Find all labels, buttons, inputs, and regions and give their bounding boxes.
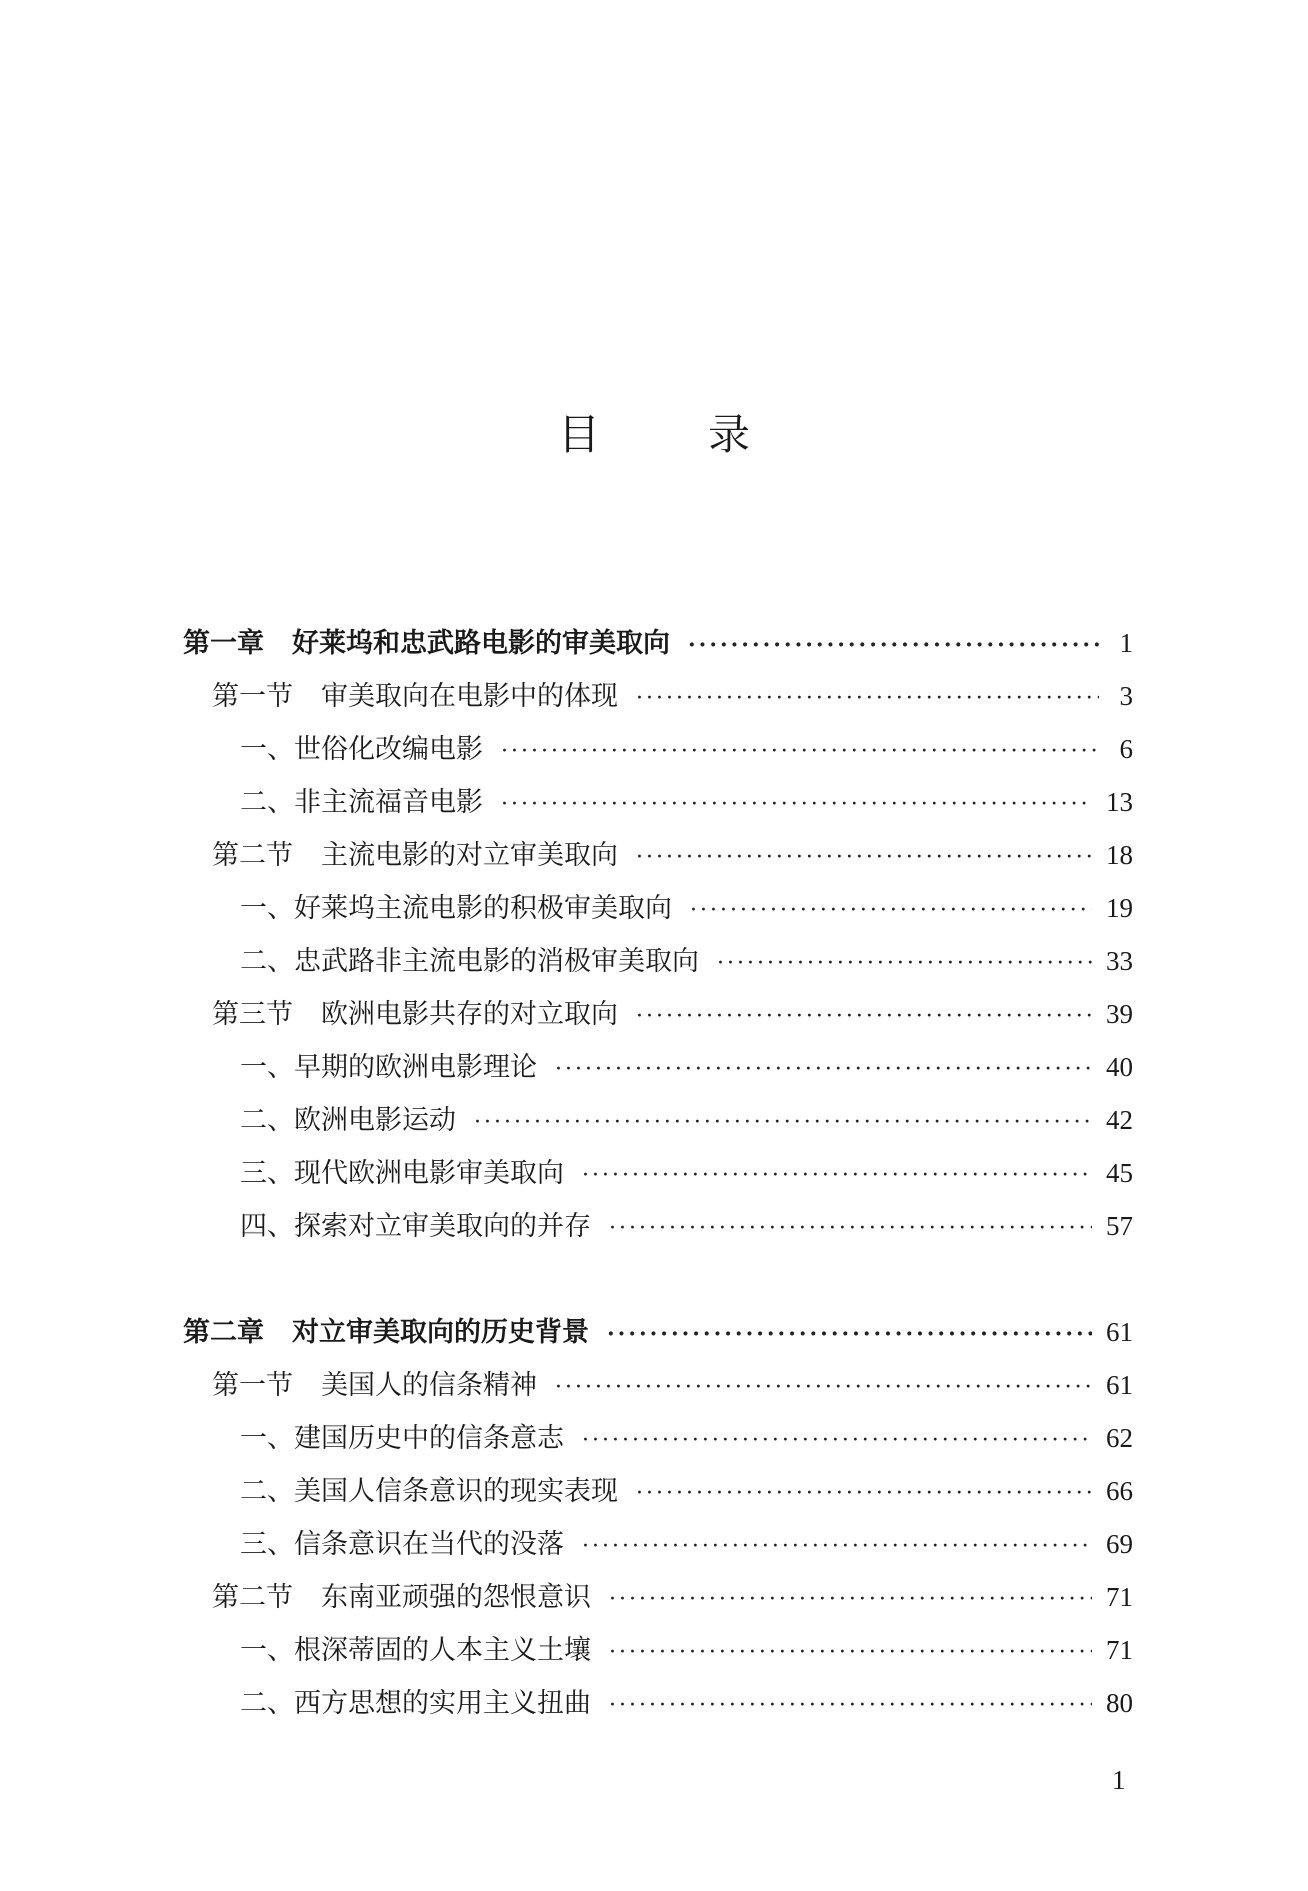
toc-entry-title: 忠武路非主流电影的消极审美取向: [294, 946, 699, 977]
toc-entry-item[interactable]: [183, 1147, 1133, 1200]
leader-dots: [609, 1202, 1092, 1255]
toc-entry-number: 第一节: [212, 1370, 293, 1401]
toc-entry-title: 欧洲电影共存的对立取向: [321, 999, 618, 1030]
leader-dots: [609, 1573, 1092, 1626]
leader-dots: [636, 831, 1092, 884]
toc-entry-number: 一、: [240, 1635, 294, 1666]
toc-entry-page: 71: [1106, 1582, 1133, 1612]
toc-entry-item[interactable]: [183, 935, 1133, 988]
toc-entry-page: 69: [1106, 1529, 1133, 1559]
toc-entry-title: 审美取向在电影中的体现: [321, 681, 618, 712]
toc-entry-item[interactable]: [183, 882, 1133, 935]
title-char-2: 录: [708, 410, 751, 459]
toc-entry-chapter[interactable]: [183, 617, 1133, 670]
toc-entry-number: 第二节: [212, 840, 293, 871]
toc-entry-page: 66: [1106, 1476, 1133, 1506]
toc-entry-number: 四、: [240, 1211, 294, 1242]
leader-dots: [609, 1679, 1092, 1732]
toc-entry-item[interactable]: [183, 1624, 1133, 1677]
leader-dots: [501, 778, 1092, 831]
toc-entry-page: 61: [1106, 1317, 1133, 1347]
toc-entry-item[interactable]: [183, 1094, 1133, 1147]
toc-entry-page: 42: [1106, 1105, 1133, 1135]
leader-dots: [690, 884, 1092, 937]
leader-dots: [582, 1414, 1092, 1467]
toc-entry-item[interactable]: [183, 1041, 1133, 1094]
toc-entry-section[interactable]: [183, 670, 1133, 723]
toc-entry-number: 二、: [240, 946, 294, 977]
toc-entry-title: 美国人的信条精神: [321, 1370, 537, 1401]
toc-entry-number: 二、: [240, 1688, 294, 1719]
toc-entry-title: 好莱坞主流电影的积极审美取向: [294, 893, 672, 924]
toc-entry-page: 18: [1106, 840, 1133, 870]
toc-entry-page: 62: [1106, 1423, 1133, 1453]
toc-entry-number: 一、: [240, 893, 294, 924]
toc-entry-number: 二、: [240, 1476, 294, 1507]
toc-entry-page: 6: [1119, 734, 1133, 764]
toc-entry-item[interactable]: [183, 1412, 1133, 1465]
toc-entry-page: 39: [1106, 999, 1133, 1029]
toc-entry-title: 主流电影的对立审美取向: [321, 840, 618, 871]
toc-entry-title: 世俗化改编电影: [294, 734, 483, 765]
page-number: 1: [1112, 1765, 1126, 1795]
toc-entry-number: 二、: [240, 1105, 294, 1136]
toc-entry-title: 欧洲电影运动: [294, 1105, 456, 1136]
leader-dots: [555, 1361, 1092, 1414]
toc-entry-title: 东南亚顽强的怨恨意识: [321, 1582, 591, 1613]
toc-entry-section[interactable]: [183, 988, 1133, 1041]
toc-entry-number: 三、: [240, 1158, 294, 1189]
toc-entry-number: 第一章: [183, 628, 264, 659]
toc-entry-title: 信条意识在当代的没落: [294, 1529, 564, 1560]
toc-entry-page: 3: [1119, 681, 1133, 711]
leader-dots: [717, 937, 1092, 990]
toc-entry-item[interactable]: [183, 1465, 1133, 1518]
leader-dots: [636, 672, 1099, 725]
toc-entry-title: 早期的欧洲电影理论: [294, 1052, 537, 1083]
leader-dots: [607, 1308, 1092, 1361]
toc-entry-page: 45: [1106, 1158, 1133, 1188]
toc-entry-page: 1: [1119, 628, 1133, 658]
leader-dots: [555, 1043, 1092, 1096]
toc-entry-number: 第三节: [212, 999, 293, 1030]
toc-entry-title: 对立审美取向的历史背景: [292, 1317, 589, 1348]
toc-entry-page: 57: [1106, 1211, 1133, 1241]
toc-entry-number: 三、: [240, 1529, 294, 1560]
toc-entry-page: 13: [1106, 787, 1133, 817]
toc-entry-number: 第二节: [212, 1582, 293, 1613]
leader-dots: [501, 725, 1099, 778]
toc-entry-page: 71: [1106, 1635, 1133, 1665]
toc-entry-page: 19: [1106, 893, 1133, 923]
toc-entry-number: 第一节: [212, 681, 293, 712]
toc-entry-item[interactable]: [183, 776, 1133, 829]
toc-entry-section[interactable]: [183, 829, 1133, 882]
leader-dots: [636, 990, 1092, 1043]
leader-dots: [474, 1096, 1092, 1149]
toc-entry-title: 西方思想的实用主义扭曲: [294, 1688, 591, 1719]
toc-entry-number: 第二章: [183, 1317, 264, 1348]
toc-entry-page: 33: [1106, 946, 1133, 976]
toc-entry-title: 探索对立审美取向的并存: [294, 1211, 591, 1242]
toc-entry-title: 好莱坞和忠武路电影的审美取向: [292, 628, 670, 659]
table-of-contents: [183, 617, 1133, 1730]
toc-entry-item[interactable]: [183, 1518, 1133, 1571]
toc-entry-item[interactable]: [183, 1200, 1133, 1253]
toc-entry-title: 建国历史中的信条意志: [294, 1423, 564, 1454]
toc-entry-title: 现代欧洲电影审美取向: [294, 1158, 564, 1189]
leader-dots: [688, 619, 1099, 672]
toc-entry-section[interactable]: [183, 1359, 1133, 1412]
toc-entry-section[interactable]: [183, 1571, 1133, 1624]
leader-dots: [636, 1467, 1092, 1520]
title-char-1: 目: [557, 410, 600, 459]
toc-entry-item[interactable]: [183, 723, 1133, 776]
page-title: [0, 405, 1308, 465]
toc-entry-title: 非主流福音电影: [294, 787, 483, 818]
toc-entry-title: 美国人信条意识的现实表现: [294, 1476, 618, 1507]
toc-entry-chapter[interactable]: [183, 1306, 1133, 1359]
leader-dots: [582, 1520, 1092, 1573]
toc-entry-number: 一、: [240, 1052, 294, 1083]
toc-entry-number: 一、: [240, 734, 294, 765]
leader-dots: [582, 1149, 1092, 1202]
toc-entry-number: 二、: [240, 787, 294, 818]
toc-entry-page: 80: [1106, 1688, 1133, 1718]
toc-entry-title: 根深蒂固的人本主义土壤: [294, 1635, 591, 1666]
toc-entry-page: 40: [1106, 1052, 1133, 1082]
leader-dots: [609, 1626, 1092, 1679]
toc-entry-number: 一、: [240, 1423, 294, 1454]
toc-entry-item[interactable]: [183, 1677, 1133, 1730]
toc-entry-page: 61: [1106, 1370, 1133, 1400]
